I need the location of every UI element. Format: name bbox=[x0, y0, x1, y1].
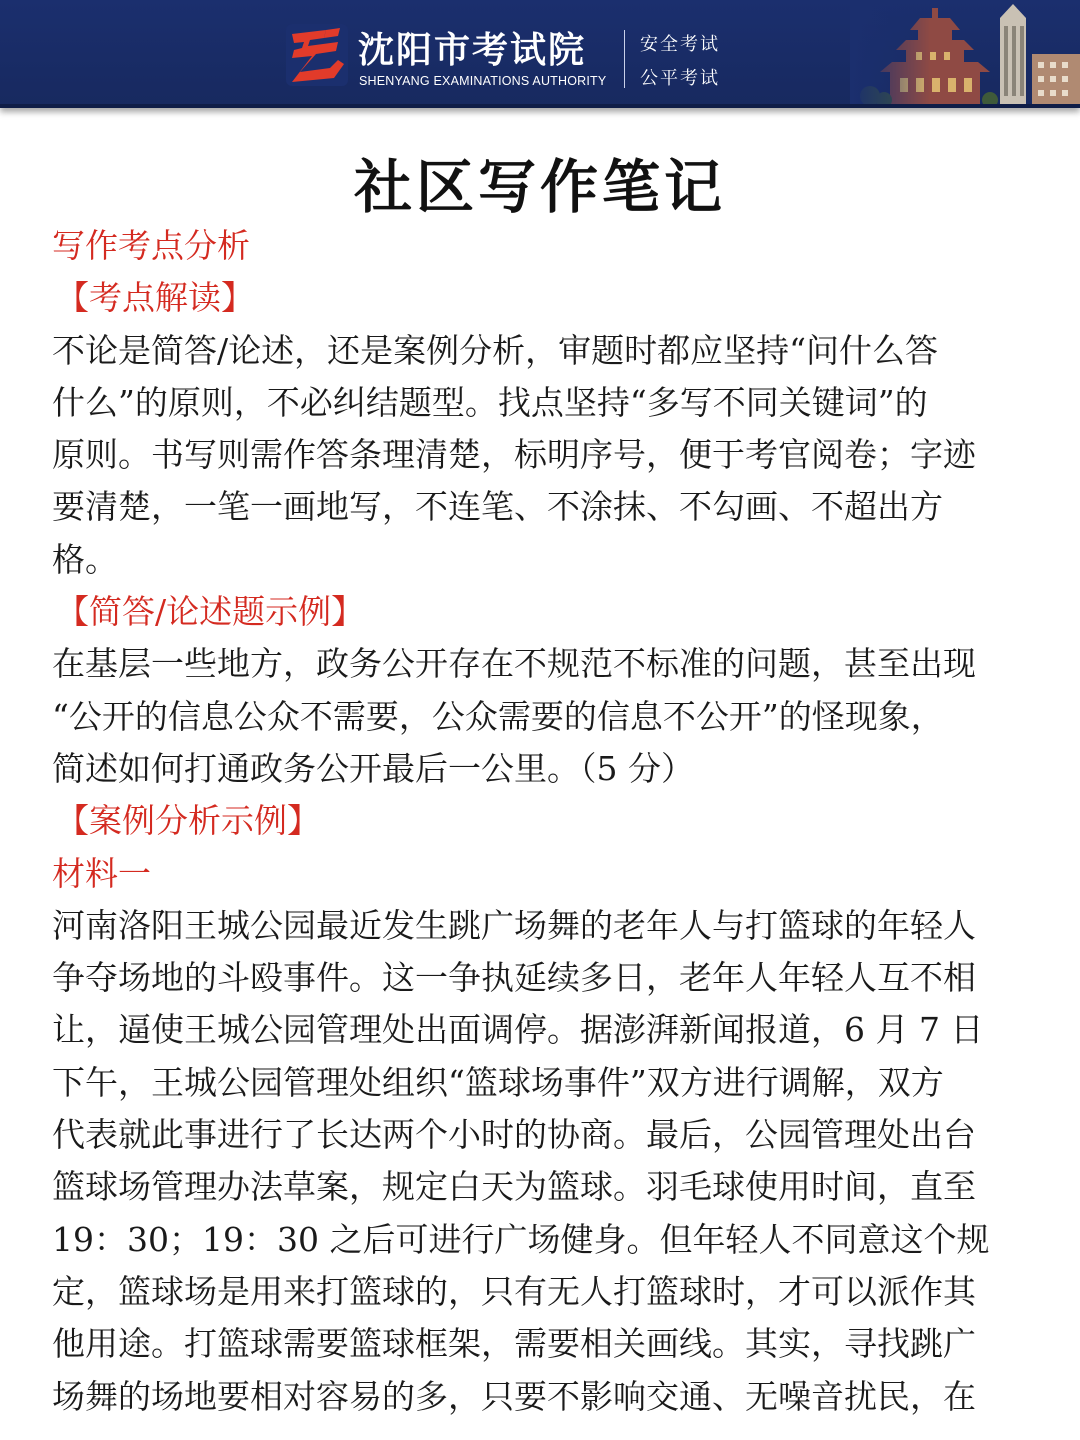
slogan-safe-exam: 安全考试 bbox=[640, 34, 720, 55]
paragraph-line: 不论是简答/论述，还是案例分析，审题时都应坚持“问什么答 bbox=[52, 330, 938, 370]
paragraph-line: 要清楚，一笔一画地写，不连笔、不涂抹、不勾画、不超出方 bbox=[52, 487, 943, 527]
document-title: 社区写作笔记 bbox=[353, 153, 726, 221]
paragraph-line: 什么”的原则，不必纠结题型。找点坚持“多写不同关键词”的 bbox=[52, 382, 928, 422]
banner-divider bbox=[624, 30, 625, 88]
header-banner bbox=[0, 0, 1080, 108]
banner-bottom-edge bbox=[0, 104, 1080, 108]
paragraph-line: 河南洛阳王城公园最近发生跳广场舞的老年人与打篮球的年轻人 bbox=[52, 905, 976, 945]
paragraph-line: 篮球场管理办法草案，规定白天为篮球。羽毛球使用时间，直至 bbox=[52, 1167, 976, 1207]
paragraph-line: 19：30；19：30 之后可进行广场健身。但年轻人不同意这个规 bbox=[52, 1219, 990, 1259]
paragraph-line: 在基层一些地方，政务公开存在不规范不标准的问题，甚至出现 bbox=[52, 644, 976, 684]
document-body bbox=[52, 220, 1032, 1423]
paragraph-line: 原则。书写则需作答条理清楚，标明序号，便于考官阅卷；字迹 bbox=[52, 435, 976, 475]
paragraph-line: 他用途。打篮球需要篮球框架，需要相关画线。其实，寻找跳广 bbox=[52, 1324, 976, 1364]
slogan-fair-exam: 公平考试 bbox=[640, 68, 720, 89]
exam-logo-icon bbox=[286, 24, 348, 86]
org-name: 沈阳市考试院 bbox=[358, 30, 587, 71]
paragraph-line: “公开的信息公众不需要，公众需要的信息不公开”的怪现象， bbox=[52, 696, 944, 736]
paragraph-line: 场舞的场地要相对容易的多，只要不影响交通、无噪音扰民，在 bbox=[52, 1376, 976, 1416]
paragraph-line: 让，逼使王城公园管理处出面调停。据澎湃新闻报道，6 月 7 日 bbox=[52, 1010, 984, 1050]
org-name-english: SHENYANG EXAMINATIONS AUTHORITY bbox=[359, 74, 607, 88]
material-heading: 材料一 bbox=[52, 853, 151, 893]
section-heading: 写作考点分析 bbox=[52, 226, 250, 265]
anli-heading: 【案例分析示例】 bbox=[56, 801, 320, 841]
jianda-paragraph bbox=[52, 638, 1032, 795]
paragraph-line: 格。 bbox=[52, 539, 118, 579]
jianda-heading: 【简答/论述题示例】 bbox=[56, 592, 365, 632]
city-skyline-illustration bbox=[850, 0, 1080, 108]
kaodian-paragraph bbox=[52, 325, 1032, 586]
paragraph-line: 定，篮球场是用来打篮球的，只有无人打篮球时，才可以派作其 bbox=[52, 1271, 976, 1311]
kaodian-heading: 【考点解读】 bbox=[56, 278, 254, 318]
paragraph-line: 简述如何打通政务公开最后一公里。（5 分） bbox=[52, 748, 694, 788]
paragraph-line: 争夺场地的斗殴事件。这一争执延续多日，老年人年轻人互不相 bbox=[52, 958, 976, 998]
paragraph-line: 代表就此事进行了长达两个小时的协商。最后，公园管理处出台 bbox=[52, 1115, 976, 1155]
material-paragraph bbox=[52, 900, 1032, 1423]
paragraph-line: 下午，王城公园管理处组织“篮球场事件”双方进行调解，双方 bbox=[52, 1062, 944, 1102]
